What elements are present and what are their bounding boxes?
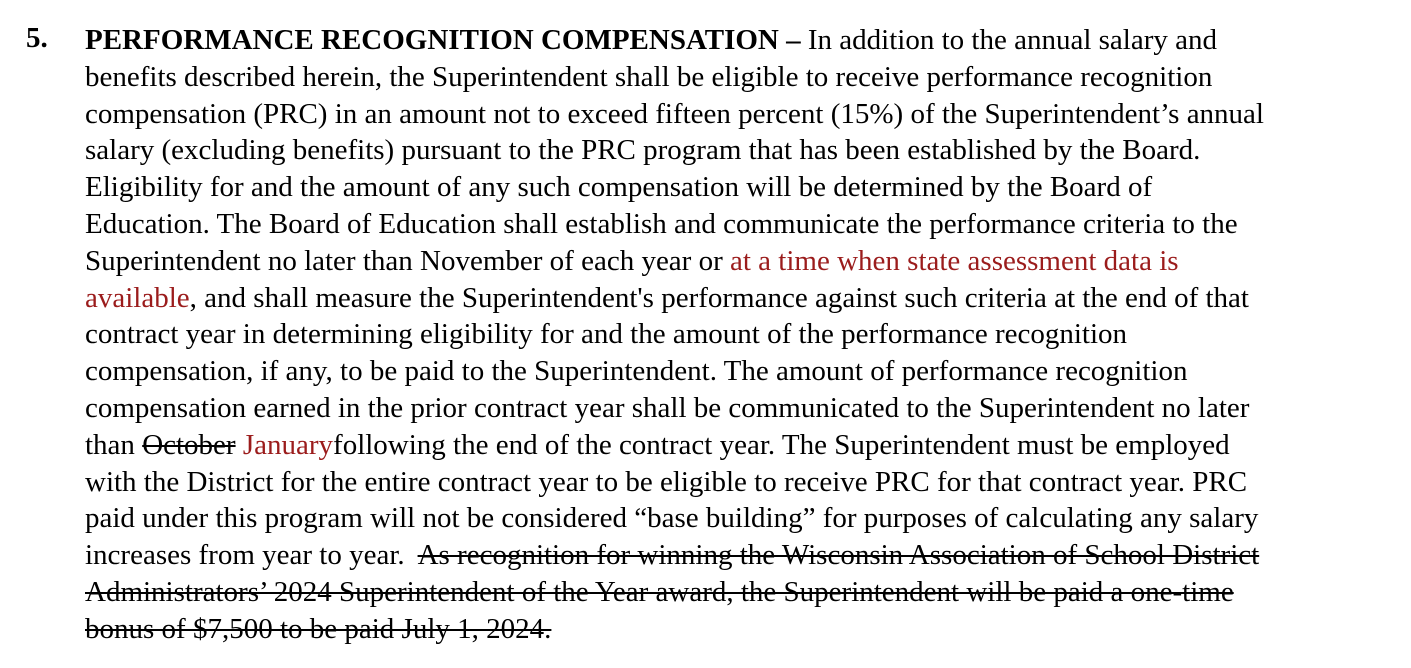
inserted-text: available <box>85 281 190 314</box>
deleted-text: As recognition for winning the Wisconsin Association of School District <box>417 539 1260 572</box>
line-text: than <box>85 428 143 461</box>
paragraph-line <box>85 427 1264 464</box>
line-text: , and shall measure the Superintendent's performance against such criteria at the end of that <box>189 281 1249 314</box>
paragraph-line: compensation earned in the prior contract year shall be communicated to the Superintendent no later <box>85 391 1250 424</box>
paragraph-line <box>85 537 1264 574</box>
inserted-text: January <box>242 428 334 461</box>
paragraph-line: with the District for the entire contract year to be eligible to receive PRC for that contract year. PRC <box>85 465 1248 498</box>
inserted-text: at a time when state assessment data is <box>730 244 1179 277</box>
line-text <box>236 429 243 461</box>
paragraph-line: contract year in determining eligibility for and the amount of the performance recognition <box>85 318 1128 351</box>
deleted-text: October <box>142 428 236 461</box>
line-text: Superintendent no later than November of each year or <box>85 244 730 277</box>
line-text: increases from year to year. <box>85 539 418 572</box>
paragraph-line <box>85 280 1264 317</box>
paragraph-line: Eligibility for and the amount of any such compensation will be determined by the Board of <box>85 171 1153 204</box>
paragraph-line: benefits described herein, the Superintendent shall be eligible to receive performance recognition <box>85 60 1213 93</box>
paragraph-line: compensation, if any, to be paid to the Superintendent. The amount of performance recognition <box>85 355 1188 388</box>
paragraph-line <box>85 574 1264 611</box>
paragraph-line <box>85 22 1264 59</box>
paragraph-line: compensation (PRC) in an amount not to exceed fifteen percent (15%) of the Superintendent’s annual <box>85 97 1264 130</box>
paragraph-line <box>85 243 1264 280</box>
deleted-text: Administrators’ 2024 Superintendent of the Year award, the Superintendent will be paid a one-time <box>85 575 1234 608</box>
section-number: 5. <box>26 22 48 54</box>
paragraph-line <box>85 611 1264 648</box>
line-text: following the end of the contract year. The Superintendent must be employed <box>333 428 1230 461</box>
paragraph-line: salary (excluding benefits) pursuant to the PRC program that has been established by the Board. <box>85 134 1201 167</box>
section-paragraph <box>85 22 1264 648</box>
deleted-text: bonus of $7,500 to be paid July 1, 2024. <box>85 612 552 645</box>
line-text: In addition to the annual salary and <box>800 24 1217 56</box>
section-heading: PERFORMANCE RECOGNITION COMPENSATION – <box>85 24 801 56</box>
paragraph-line: paid under this program will not be considered “base building” for purposes of calculating any salary <box>85 502 1259 535</box>
paragraph-line: Education. The Board of Education shall establish and communicate the performance criteria to the <box>85 207 1238 240</box>
